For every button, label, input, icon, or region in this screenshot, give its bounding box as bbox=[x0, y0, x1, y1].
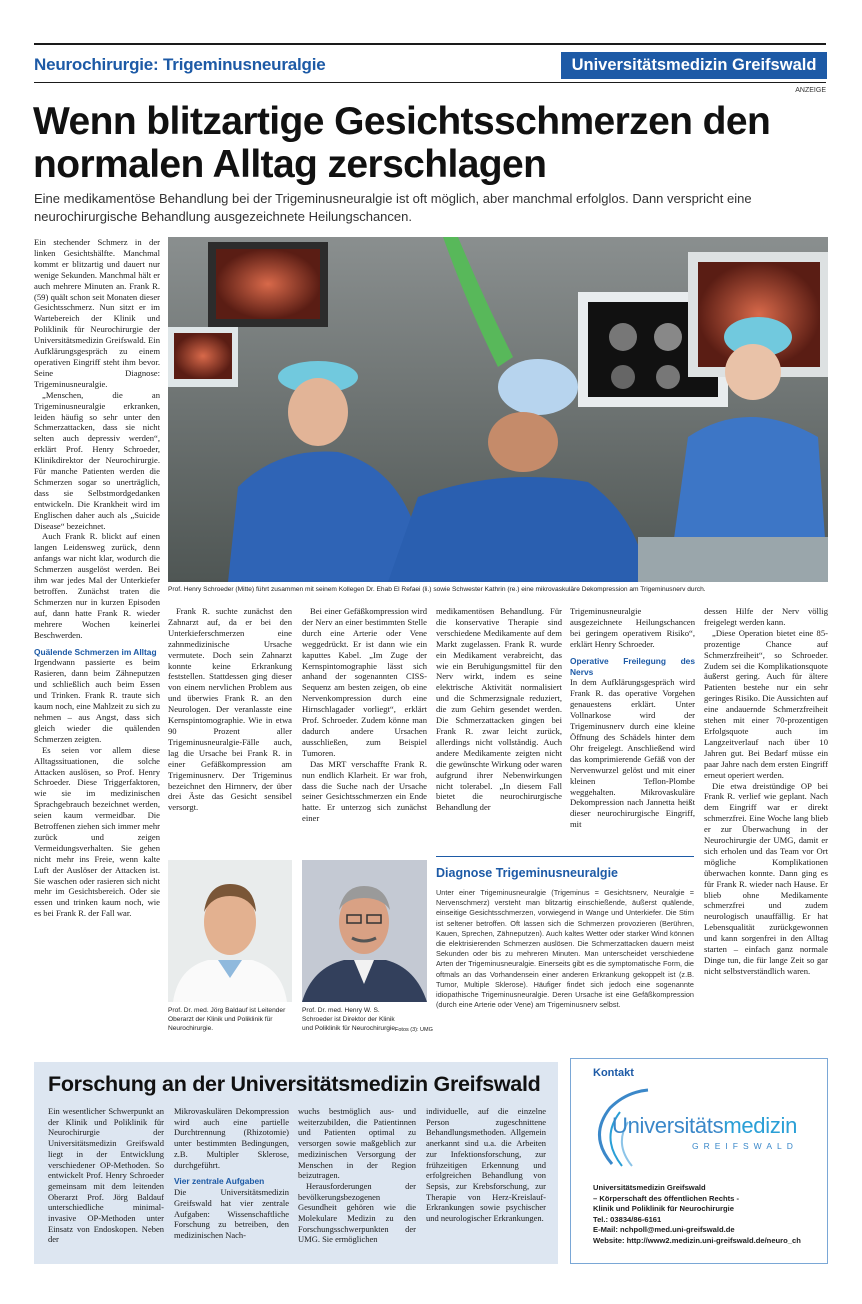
paragraph: Es seien vor allem diese Alltagssituationen, die solche Attacken auslösen, so Prof. Henry Schroeder. Diese Triggerfaktoren, wie sie im medizinischen Sprachgebrauch bezeichnet werden, seien kaum vermeidbar. Die Betroffenen ziehen sich immer mehr zurück und zeigen Vermeidungsverhalten. Sie gehen nicht mehr ins Freie, wenn kalte Luft der Auslöser der Attacken ist. Sie waschen oder rasieren sich nicht mehr im Gesichtsbereich. Oder sie essen und trinken kaum noch, wie es bei Frank R. der Fall war. bbox=[34, 744, 160, 919]
kontakt-org-2: – Körperschaft des öffentlichen Rechts - bbox=[593, 1193, 739, 1203]
article-column-2 bbox=[168, 606, 292, 813]
umg-logo-wordmark bbox=[612, 1113, 797, 1139]
paragraph: Ein wesentlicher Schwerpunkt an der Klinik und Poliklinik für Neurochirurgie der Universitätsmedizin Greifswald liegt in der Entwicklung verschiedener OP-Methoden. So entwickelt Prof. Henry Schroeder gemeinsam mit dem leitenden Oberarzt Prof. Jörg Baldauf unterschiedliche minimal-invasive OP-Methoden unter Einsatz von Endoskopen. Neben der bbox=[48, 1106, 164, 1245]
paragraph: Frank R. suchte zunächst den Zahnarzt auf, da er bei den Unterkieferschmerzen eine zahnmedizinische Ursache vermutete. Doch sein Zahnarzt konnte keine Erkrankung feststellen. Stattdessen ging dieser von einem nervlichen Problem aus und überwies Frank R. an den Neurologen. Der veranlasste eine Kernspintomographie. Wie in etwa 90 Prozent aller Trigeminusneuralgie-Fälle auch, lag die Ursache bei Frank R. in einer Gefäßkompression am Trigeminusnerv. Der Trigeminus bezeichnet den Hirnnerv, der über drei Äste das Gesicht sensibel versorgt. bbox=[168, 606, 292, 813]
paragraph: Trigeminusneuralgie ausgezeichnete Heilungschancen bei geringem operativem Risiko“, erklärt Henry Schroeder. bbox=[570, 606, 695, 649]
diagnose-text: Unter einer Trigeminusneuralgie (Trigeminus = Gesichtsnerv, Neuralgie = Nervenschmerz) versteht man blitzartig einschießende, äußerst quälende, einseitige Gesichtsschmerzen, vorwiegend in Wange und Unterkiefer. Die Stirn ist seltener betroffen. Oft lassen sich die Schmerzen provozieren (Berühren, Kauen, Sprechen, Zähneputzen). Auch kaltes Wetter oder starker Wind können die elektrisierenden Schmerzen auslösen. Die Schmerzattacken dauern meist Sekunden oder bis zu mehreren Minuten. Man unterscheidet verschiedene Arten der Trigeminusneuralgie. Einerseits gibt es die symptomatische Form, die oftmals an das Vorhandensein einer anderen Erkrankung gekoppelt ist (z.B. Tumor, Multiple Sklerose). Häufiger findet sich jedoch eine sogenannte idiopathische Trigeminusneuralgie. Deren Ursache ist eine Gefäßkompression (durch eine Arterie oder Vene) am Trigeminusnerv selbst. bbox=[436, 888, 694, 1010]
article-column-5 bbox=[570, 606, 695, 830]
paragraph: individuelle, auf die einzelne Person zugeschnittene Behandlungsmethoden. Allgemein anerkannt sind u.a. die Arbeiten zur Infektionsforschung, zur frühzeitigen Erkennung und erfolgreichen Behandlung von Sepsis, zur Krebsforschung, zur Therapie von Herz-Kreislauf-Erkrankungen sowie psychischer und neurologischer Erkrankungen. bbox=[426, 1106, 546, 1224]
paragraph: Das MRT verschaffte Frank R. nun endlich Klarheit. Er war froh, dass die Suche nach der Ursache seiner Gesichtsschmerzen ein Ende hatte. Er unterzog sich zunächst einer bbox=[302, 758, 427, 824]
paragraph: „Diese Operation bietet eine 85-prozentige Chance auf Schmerzfreiheit“, so Schroeder. Zudem sei die Komplikationsquote äußerst gering. Auch für ältere Patienten bestehe nur ein sehr geringes Risiko. Die Aussichten auf eine andauernde Schmerzfreiheit stehen mit einer 70-prozentigen Erfolgsquote auch im Langzeitverlauf nach über 10 Jahren gut. Bei Bedarf müsse ein paar Jahre nach dem ersten Eingriff erneut operiert werden. bbox=[704, 627, 828, 780]
paragraph: Die Universitätsmedizin Greifswald hat vier zentrale Aufgaben: Wissenschaftliche Forschung zu betreiben, den medizinischen Nach- bbox=[174, 1187, 289, 1240]
paragraph: In dem Aufklärungsgespräch wird Frank R. das operative Vorgehen genauestens erklärt. Unter Vollnarkose wird der Trigeminusnerv durch eine kleine Öffnung des Schädels hinter dem Ohr freigelegt. Anschließend wird das komprimierende Gefäß von der Nervenwurzel gelöst und mit einer kleinen Teflon-Plombe weggehalten. Mikrovaskuläre Dekompression nach Jannetta heißt dieser neurochirurgische Eingriff, mit bbox=[570, 677, 695, 830]
paragraph: Bei einer Gefäßkompression wird der Nerv an einer bestimmten Stelle durch eine Arterie oder Vene weggedrückt. Er ist dann wie ein kaputtes Kabel. „Im Zuge der Kernspintomographie lässt sich anhand der sogenannten CISS-Sequenz am besten zeigen, ob eine Nervenkompression durch eine Hirnschlagader vorliegt“, erklärt Prof. Schroeder. Zudem könne man dadurch andere Ursachen ausschließen, zum Beispiel Tumoren. bbox=[302, 606, 427, 758]
kontakt-org: Universitätsmedizin Greifswald bbox=[593, 1183, 706, 1192]
headline: Wenn blitzartige Gesichtsschmerzen den normalen Alltag zerschlagen bbox=[33, 100, 771, 186]
portrait-schroeder-illustration bbox=[302, 860, 427, 1002]
paragraph: Mikrovaskulären Dekompression wird auch eine partielle Durchtrennung (Rhizotomie) unter bestimmten Bedingungen, z.B. Multipler Sklerose, durchgeführt. bbox=[174, 1106, 289, 1170]
umg-logo-word1: Universitäts bbox=[612, 1113, 724, 1138]
surgery-photo bbox=[168, 237, 828, 582]
section-label: Neurochirurgie: Trigeminusneuralgie bbox=[34, 55, 326, 74]
article-column-4 bbox=[436, 606, 562, 813]
paragraph: dessen Hilfe der Nerv völlig freigelegt werden kann. bbox=[704, 606, 828, 627]
article-column-3 bbox=[302, 606, 427, 824]
forschung-column-3 bbox=[298, 1106, 416, 1245]
surgery-photo-illustration bbox=[168, 237, 828, 582]
brand-banner: Universitätsmedizin Greifswald bbox=[561, 52, 827, 79]
kontakt-phone: Tel.: 03834/86-6161 bbox=[593, 1214, 662, 1224]
paragraph: Auch Frank R. blickt auf einen langen Leidensweg zurück, denn anfangs war nicht klar, wodurch die Schmerzen ausgelöst werden. Bei ihm war jedes Mal der Unterkiefer betroffen. Zunächst traten die Schmerzen nur in kurzen Episoden auf, dann hatte Frank R. wieder mehrere Wochen keinerlei Beschwerden. bbox=[34, 531, 160, 640]
paragraph: medikamentösen Behandlung. Für die konservative Therapie sind verschiedene Medikamente auf dem Markt zugelassen. Frank R. wurde ein Medikament verabreicht, das wie ein Beruhigungsmittel für den Nerv wirkt, indem es seine elektrische Aktivität normalisiert und die Schmerzsignale reduziert, die zum Gehirn gesendet werden. Die Schmerzattacken gingen bei Frank R. zwar leicht zurück, allerdings nicht vollständig. Auch andere Medikamente zeigten nicht die gewünschte Wirkung oder waren aufgrund ihrer Nebenwirkungen nicht tolerabel. „In diesem Fall bietet die neurochirurgische Behandlung der bbox=[436, 606, 562, 813]
portrait-schroeder bbox=[302, 860, 427, 1002]
advert-label: ANZEIGE bbox=[795, 87, 826, 94]
paragraph: Irgendwann passierte es beim Rasieren, dann beim Zähneputzen und schließlich auch beim Essen und Trinken. Frank R. traute sich kaum noch, eine Mahlzeit zu sich zu nehmen – aus Angst, dass sich gleich wieder die quälenden Schmerzen zeigten. bbox=[34, 657, 160, 744]
portrait-baldauf-illustration bbox=[168, 860, 292, 1002]
forschung-column-4 bbox=[426, 1106, 546, 1224]
photo-credit: Fotos (3): UMG bbox=[395, 1027, 433, 1033]
forschung-title: Forschung an der Universitätsmedizin Greifswald bbox=[48, 1072, 541, 1096]
lead-text: Eine medikamentöse Behandlung bei der Trigeminusneuralgie ist oft möglich, aber manchmal erfolglos. Dann verspricht eine neurochirurgische Behandlung ausgezeichnete Heilungschancen. bbox=[34, 191, 752, 224]
photo-caption: Prof. Henry Schroeder (Mitte) führt zusammen mit seinem Kollegen Dr. Ehab El Refaei (li.) sowie Schwester Kathrin (re.) eine mikrovaskuläre Dekompression am Trigeminusnerv durch. bbox=[168, 586, 706, 593]
paragraph: Die etwa dreistündige OP bei Frank R. verlief wie geplant. Nach dem Eingriff war er direkt schmerzfrei. Eine Woche lang blieb er zur Überwachung in der Neurochirurgie der UMG, damit er sich erholen und das Team vor Ort mögliche Komplikationen überwachen konnte. Dann ging es für Frank R. wieder nach Hause. Er blieb ohne Medikamente schmerzfrei und zudem neurologisch unauffällig. Er hat Lebensqualität zurückgewonnen und kann sorgenfrei in den Alltag starten – einfach ganz normale Dinge tun, die für lange Zeit so gar nicht selbstverständlich waren. bbox=[704, 780, 828, 976]
umg-logo-word2: medizin bbox=[723, 1113, 798, 1138]
portrait-schroeder-caption: Prof. Dr. med. Henry W. S. Schroeder ist Direktor der Klinik und Poliklinik für Neurochirurgie. bbox=[302, 1007, 397, 1032]
portrait-baldauf bbox=[168, 860, 292, 1002]
kontakt-details bbox=[593, 1183, 825, 1246]
article-column-6 bbox=[704, 606, 828, 977]
subheading: Operative Freilegung des Nervs bbox=[570, 655, 695, 677]
umg-logo-city: GREIFSWALD bbox=[692, 1141, 798, 1151]
top-rule bbox=[34, 43, 826, 45]
article-column-1 bbox=[34, 237, 160, 919]
kontakt-title: Kontakt bbox=[593, 1067, 634, 1079]
portrait-baldauf-caption: Prof. Dr. med. Jörg Baldauf ist Leitender Oberarzt der Klinik und Poliklinik für Neurochirurgie. bbox=[168, 1007, 286, 1032]
forschung-column-1 bbox=[48, 1106, 164, 1245]
kontakt-website[interactable]: Website: http://www2.medizin.uni-greifswald.de/neuro_ch bbox=[593, 1235, 801, 1245]
header-rule bbox=[34, 82, 826, 83]
paragraph: Herausforderungen der bevölkerungsbezogenen Gesundheit gehören wie die Molekulare Medizin zu den Forschungsschwerpunkten der UMG. Sie ermöglichen bbox=[298, 1180, 416, 1245]
paragraph: Ein stechender Schmerz in der linken Gesichtshälfte. Manchmal kommt er blitzartig und dauert nur wenige Sekunden. Manchmal hält er auch mehrere Minuten an. Frank R. (59) quält schon seit Monaten dieser Gesichtsschmerz. Nun sitzt er im Wartebereich der Klinik und Poliklinik für Neurochirurgie der Universitätsmedizin Greifswald. Ein Aufklärungsgespräch zu einem operativen Eingriff steht ihm bevor. Seine Diagnose: Trigeminusneuralgie. bbox=[34, 237, 160, 389]
subheading: Quälende Schmerzen im Alltag bbox=[34, 646, 157, 657]
forschung-column-2 bbox=[174, 1106, 289, 1241]
diagnose-title: Diagnose Trigeminusneuralgie bbox=[436, 866, 618, 880]
kontakt-email[interactable]: E-Mail: nchpoll@med.uni-greifswald.de bbox=[593, 1225, 735, 1234]
subheading: Vier zentrale Aufgaben bbox=[174, 1176, 265, 1187]
kontakt-org-3: Klinik und Poliklinik für Neurochirurgie bbox=[593, 1204, 734, 1213]
paragraph: wuchs bestmöglich aus- und weiterzubilden, die Patientinnen und Patienten optimal zu versorgen sowie maßgeblich zur medizinischen Versorgung der Menschen in der Region beizutragen. bbox=[298, 1106, 416, 1181]
paragraph: „Menschen, die an Trigeminusneuralgie erkranken, leiden häufig so sehr unter den Schmerzattacken, dass sie nicht selten auch depressiv werden“, erklärt Prof. Henry Schroeder, Klinikdirektor der Neurochirurgie. Für manche Patienten werden die Schmerzen sogar so unerträglich, dass sie Selbstmordgedanken entwickeln. Die Krankheit wird im Englischen daher auch als „Suicide Disease“ bezeichnet. bbox=[34, 389, 160, 531]
diagnose-rule bbox=[436, 856, 694, 857]
